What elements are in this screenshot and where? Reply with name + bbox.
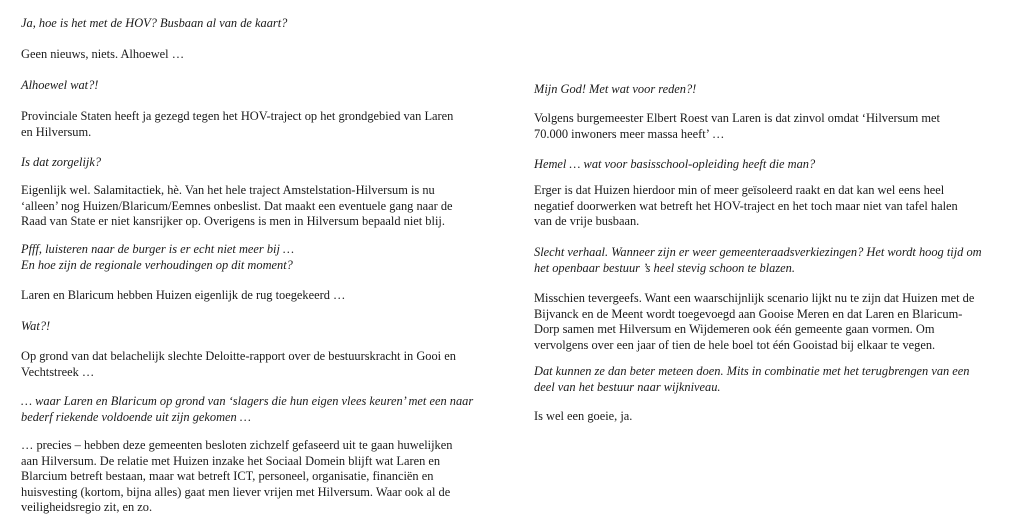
answer-paragraph: Volgens burgemeester Elbert Roest van Laren is dat zinvol omdat ‘Hilversum met 70.000 inwoners meer massa heeft’ … — [534, 111, 940, 141]
answer-paragraph: Erger is dat Huizen hierdoor min of meer geïsoleerd raakt en dat kan wel eens heel negatief doorwerken wat betreft het HOV-traject en het toch maar niet van tafel halen van de vrije busbaan. — [534, 183, 958, 228]
question-paragraph: Hemel … wat voor basisschool-opleiding heeft die man? — [534, 157, 816, 171]
question-paragraph: Pfff, luisteren naar de burger is er echt niet meer bij … En hoe zijn de regionale verhoudingen op dit moment? — [21, 242, 295, 272]
answer-paragraph: Geen nieuws, niets. Alhoewel … — [21, 47, 185, 61]
question-paragraph: Alhoewel wat?! — [21, 78, 99, 92]
answer-paragraph: Is wel een goeie, ja. — [534, 409, 633, 423]
question-paragraph: … waar Laren en Blaricum op grond van ‘slagers die hun eigen vlees keuren’ met een naar bederf riekende voldoende uit zijn gekomen … — [21, 394, 474, 424]
answer-paragraph: Laren en Blaricum hebben Huizen eigenlijk de rug toegekeerd … — [21, 288, 346, 302]
answer-paragraph: Provinciale Staten heeft ja gezegd tegen het HOV-traject op het grondgebied van Laren en Hilversum. — [21, 109, 454, 139]
question-paragraph: Ja, hoe is het met de HOV? Busbaan al van de kaart? — [21, 16, 288, 30]
answer-paragraph: Misschien tevergeefs. Want een waarschijnlijk scenario lijkt nu te zijn dat Huizen met de Bijvanck en de Meent wordt toegevoegd aan Gooise Meren en dat Laren en Blaricum- Dorp samen met Hilversum en Wijdemeren ook één gemeente gaan vormen. Om vervolgens over een jaar of tien de hele boel tot één Gooistad bij elkaar te vegen. — [534, 291, 975, 352]
answer-paragraph: … precies – hebben deze gemeenten besloten zichzelf gefaseerd uit te gaan huwelijken aan Hilversum. De relatie met Huizen inzake het Sociaal Domein blijft wat Laren en Blarcium betreft bestaan, maar wat betreft ICT, personeel, organisatie, financiën en huisvesting (kortom, bijna alles) gaat men liever vrijen met Hilversum. Waar ook al de veiligheidsregio zit, en zo. — [21, 438, 453, 514]
answer-paragraph: Op grond van dat belachelijk slechte Deloitte-rapport over de bestuurskracht in Gooi en Vechtstreek … — [21, 349, 456, 379]
question-paragraph: Mijn God! Met wat voor reden?! — [534, 82, 697, 96]
answer-paragraph: Eigenlijk wel. Salamitactiek, hè. Van het hele traject Amstelstation-Hilversum is nu ‘alleen’ nog Huizen/Blaricum/Eemnes onbeslist. Dat maakt een eventuele gang naar de Raad van State er niet kansrijker op. Overigens is men in Hilversum bepaald niet blij. — [21, 183, 453, 228]
question-paragraph: Wat?! — [21, 319, 51, 333]
question-paragraph: Slecht verhaal. Wanneer zijn er weer gemeenteraadsverkiezingen? Het wordt hoog tijd om het openbaar bestuur ’s heel stevig schoon te blazen. — [534, 245, 982, 275]
question-paragraph: Is dat zorgelijk? — [21, 155, 102, 169]
question-paragraph: Dat kunnen ze dan beter meteen doen. Mits in combinatie met het terugbrengen van een deel van het bestuur naar wijkniveau. — [534, 364, 970, 394]
